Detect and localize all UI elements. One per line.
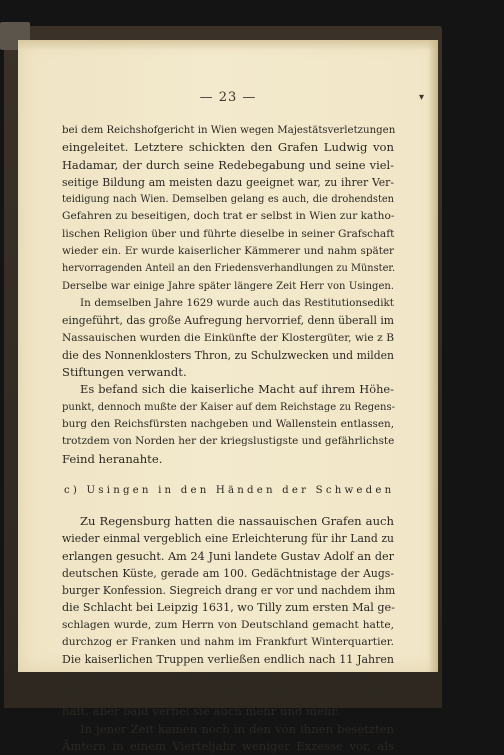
text-line: die Schlacht bei Leipzig 1631, wo Tilly zum ersten Mal ge- — [62, 599, 394, 616]
margin-mark: ▾ — [419, 92, 424, 103]
text-line: wieder einmal vergeblich eine Erleichterung für ihr Land zu — [62, 530, 394, 547]
text-line: die Taunusgegenden, und Usingen erhielt die erste schwedische — [62, 669, 394, 686]
page-edge-top — [18, 40, 438, 50]
text-line: bei dem Reichshofgericht in Wien wegen Majestätsverletzungen — [62, 122, 394, 139]
paragraph-2 — [62, 381, 394, 467]
text-line: Einquartierung. Die Disziplin der Schweden war noch muster- — [62, 686, 394, 703]
text-line: seitige Bildung am meisten dazu geeignet war, zu ihrer Ver- — [62, 174, 394, 191]
body-text — [62, 122, 394, 755]
text-line: eingeführt, das große Aufregung hervorrief, denn überall im — [62, 312, 394, 329]
book-page — [18, 40, 438, 672]
text-line: Feind heranahte. — [62, 451, 394, 468]
text-line: burger Konfession. Siegreich drang er vor und nachdem ihm — [62, 582, 394, 599]
text-line: die des Nonnenklosters Thron, zu Schulzwecken und milden — [62, 347, 394, 364]
text-line: teidigung nach Wien. Demselben gelang es auch, die drohendsten — [62, 191, 394, 208]
text-line: Stiftungen verwandt. — [62, 364, 394, 381]
text-line: Nassauischen wurden die Einkünfte der Klostergüter, wie z B — [62, 330, 394, 347]
paragraph-1 — [62, 122, 394, 381]
text-line: eingeleitet. Letztere schickten den Grafen Ludwig von — [62, 139, 394, 156]
text-line: lischen Religion über und führte dieselbe in seiner Grafschaft — [62, 226, 394, 243]
text-line: wieder ein. Er wurde kaiserlicher Kämmerer und nahm später — [62, 243, 394, 260]
text-line: Zu Regensburg hatten die nassauischen Grafen auch — [62, 513, 394, 530]
text-line: Die kaiserlichen Truppen verließen endlich nach 11 Jahren — [62, 651, 394, 668]
paragraph-3 — [62, 513, 394, 721]
paragraph-4 — [62, 721, 394, 755]
text-line: Gefahren zu beseitigen, doch trat er selbst in Wien zur katho- — [62, 208, 394, 225]
text-line: trotzdem von Norden her der kriegslustigste und gefährlichste — [62, 433, 394, 450]
text-line: burg den Reichsfürsten nachgeben und Wallenstein entlassen, — [62, 416, 394, 433]
page-number: — 23 — — [18, 90, 438, 105]
text-line: Derselbe war einige Jahre später längere Zeit Herr von Usingen. — [62, 278, 394, 295]
text-line: haft, aber bald verfiel sie auch mehr und mehr. — [62, 703, 394, 720]
text-line: deutschen Küste, gerade am 100. Gedächtnistage der Augs- — [62, 565, 394, 582]
text-line: Hadamar, der durch seine Redebegabung und seine viel- — [62, 157, 394, 174]
text-line: hervorragenden Anteil an den Friedensverhandlungen zu Münster. — [62, 260, 394, 277]
text-line: In demselben Jahre 1629 wurde auch das Restitutionsedikt — [62, 295, 394, 312]
text-line: punkt, dennoch mußte der Kaiser auf dem Reichstage zu Regens- — [62, 399, 394, 416]
section-heading: c) Usingen in den Händen der Schweden — [62, 482, 394, 499]
text-line: schlagen wurde, zum Herrn von Deutschland gemacht hatte, — [62, 617, 394, 634]
page-edge-right — [428, 40, 438, 672]
text-line: Es befand sich die kaiserliche Macht auf ihrem Höhe- — [62, 381, 394, 398]
text-line: erlangen gesucht. Am 24 Juni landete Gustav Adolf an der — [62, 548, 394, 565]
text-line: In jener Zeit kamen noch in den von ihnen besetzten — [62, 721, 394, 738]
text-line: Ämtern in einem Vierteljahr weniger Exzesse vor, als — [62, 738, 394, 755]
text-line: durchzog er Franken und nahm im Frankfurt Winterquartier. — [62, 634, 394, 651]
